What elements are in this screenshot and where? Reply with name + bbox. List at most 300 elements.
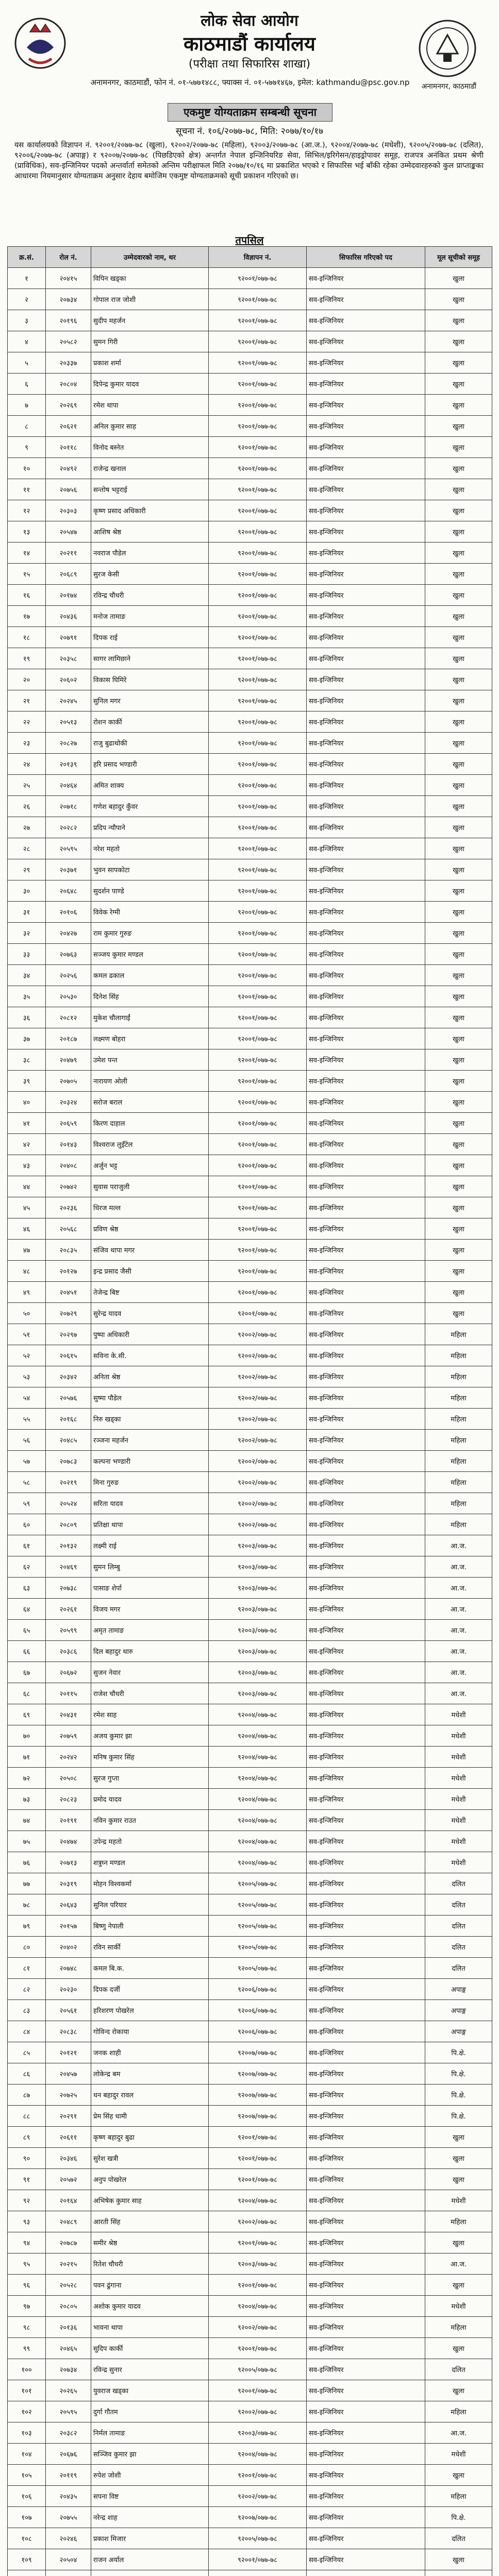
cell-serial: ७९ [8,1916,46,1937]
cell-post: सव-इन्जिनियर [307,1810,425,1831]
psc-seal-icon [417,18,478,79]
cell-post: सव-इन्जिनियर [307,1430,425,1451]
table-row [8,2042,492,2063]
cell-serial: ९५ [8,2253,46,2275]
cell-advertisement-number: ९२००४/०७७-७८ [209,1768,307,1789]
cell-advertisement-number: ९२००१/०७७-७८ [209,310,307,331]
table-row [8,1092,492,1113]
cell-serial: १०० [8,2359,46,2380]
table-row [8,2549,492,2570]
cell-candidate-name: प्रमोद यादव [91,1789,209,1810]
cell-serial: ७५ [8,1831,46,1852]
table-row [8,1197,492,1218]
cell-roll-number: २०७३४ [46,2359,91,2380]
cell-advertisement-number: ९२००२/०७७-७८ [209,1451,307,1472]
cell-roll-number: २०१०६ [46,902,91,923]
cell-candidate-name: सुष्मा पौडेल [91,1387,209,1409]
cell-group: खुला [425,585,492,606]
cell-group: खुला [425,543,492,564]
cell-candidate-name: अनुप पोखरेल [91,2169,209,2190]
cell-advertisement-number: ९२००१/०७७-७८ [209,1134,307,1155]
cell-candidate-name: आरती सिंह [91,2211,209,2232]
cell-group: खुला [425,458,492,479]
cell-post: सव-इन्जिनियर [307,1324,425,1345]
cell-candidate-name: नारायण ओली [91,1071,209,1092]
cell-roll-number: २०२३६ [46,1197,91,1218]
cell-roll-number: २०७१३ [46,1852,91,1873]
cell-post: सव-इन्जिनियर [307,2401,425,2422]
cell-post: सव-इन्जिनियर [307,2127,425,2148]
cell-roll-number: २०६२१ [46,416,91,437]
cell-candidate-name: सुदीप महर्जन [91,310,209,331]
cell-advertisement-number: ९२००३/०७७-७८ [209,1641,307,1662]
cell-serial: ७६ [8,1852,46,1873]
cell-serial: ५ [8,352,46,374]
table-row [8,2401,492,2422]
table-row [8,1303,492,1324]
cell-advertisement-number: ९२००१/०७७-७८ [209,331,307,352]
table-row [8,1451,492,1472]
cell-group: मधेशी [425,1810,492,1831]
cell-advertisement-number: ९२००७/०७७-७८ [209,2042,307,2063]
cell-roll-number: २०४०२ [46,1937,91,1958]
cell-roll-number: २०७९१ [46,627,91,648]
cell-roll-number: २०४६९ [46,1556,91,1578]
table-row [8,352,492,374]
cell-roll-number: २०५२८ [46,2275,91,2296]
cell-roll-number: २०१८७ [46,1028,91,1049]
cell-serial: ७३ [8,1789,46,1810]
col-header-name: उम्मेदवारको नाम, थर [91,247,209,268]
cell-post: सव-इन्जिनियर [307,1852,425,1873]
cell-post: सव-इन्जिनियर [307,2359,425,2380]
cell-advertisement-number: ९२००१/०७७-७८ [209,500,307,521]
cell-serial: २ [8,289,46,310]
cell-roll-number: २०३४६ [46,2148,91,2169]
cell-serial: ४४ [8,1176,46,1197]
cell-roll-number: २०४८५ [46,1430,91,1451]
cell-advertisement-number: ९२००३/०७७-७८ [209,2253,307,2275]
cell-post: सव-इन्जिनियर [307,268,425,289]
cell-serial: ६० [8,1514,46,1535]
table-row [8,2063,492,2084]
cell-serial: १७ [8,606,46,627]
cell-candidate-name: कमल ढकाल [91,965,209,986]
cell-post: सव-इन्जिनियर [307,1007,425,1028]
table-row [8,923,492,944]
cell-post: सव-इन्जिनियर [307,479,425,500]
cell-roll-number: २०७०५ [46,1071,91,1092]
cell-post: सव-इन्जिनियर [307,690,425,711]
cell-group: अपाङ्ग [425,2021,492,2042]
table-row [8,1261,492,1282]
table-row [8,1937,492,1958]
cell-candidate-name: सञ्जिव कुमार झा [91,2444,209,2465]
cell-roll-number: २०३७१ [46,859,91,880]
cell-candidate-name: अनिता श्रेष्ठ [91,1366,209,1387]
cell-advertisement-number: ९२००२/०७७-७८ [209,1409,307,1430]
cell-serial: ४७ [8,1240,46,1261]
cell-serial: ९१ [8,2169,46,2190]
cell-candidate-name: हरि प्रसाद भण्डारी [91,754,209,775]
cell-advertisement-number: ९२००१/०७७-७८ [209,711,307,733]
cell-advertisement-number: ९२००४/०७७-७८ [209,2444,307,2465]
cell-serial: ९९ [8,2338,46,2359]
cell-post: सव-इन्जिनियर [307,1556,425,1578]
cell-serial: १ [8,268,46,289]
cell-group: महिला [425,1493,492,1514]
cell-post: सव-इन्जिनियर [307,1958,425,1979]
cell-advertisement-number: ९२००१/०७७-७८ [209,690,307,711]
cell-roll-number: २०१२१ [46,2042,91,2063]
cell-post: सव-इन्जिनियर [307,564,425,585]
table-row [8,416,492,437]
cell-group: खुला [425,2127,492,2148]
cell-group: खुला [425,796,492,817]
cell-roll-number: २०५०४ [46,2549,91,2570]
cell-serial: ५० [8,1303,46,1324]
cell-serial: १० [8,458,46,479]
cell-serial: ४२ [8,1134,46,1155]
table-row [8,627,492,648]
cell-candidate-name: विवेक रेग्मी [91,902,209,923]
cell-post: सव-इन्जिनियर [307,1261,425,1282]
cell-post: सव-इन्जिनियर [307,1240,425,1261]
table-row [8,1620,492,1641]
cell-group: आ.ज. [425,2253,492,2275]
cell-candidate-name: दिपक दर्जी [91,1979,209,2000]
table-row [8,2486,492,2507]
cell-group: खुला [425,2549,492,2570]
cell-roll-number: २०१३९ [46,754,91,775]
cell-group: पि.क्षे. [425,2507,492,2528]
cell-group: महिला [425,1430,492,1451]
cell-advertisement-number: ९२००१/०७७-७८ [209,796,307,817]
cell-roll-number: २०१३२ [46,1535,91,1556]
cell-candidate-name: प्रकाश शर्मा [91,352,209,374]
table-header-row [8,247,492,268]
cell-roll-number: २०१९१ [46,1810,91,1831]
cell-candidate-name: आशिष श्रेष्ठ [91,521,209,543]
cell-candidate-name: धन बहादुर रावल [91,2084,209,2106]
table-row [8,1218,492,1240]
cell-post: सव-इन्जिनियर [307,2063,425,2084]
table-row [8,1916,492,1937]
cell-candidate-name: सुरज गुप्ता [91,1768,209,1789]
cell-roll-number: २०२४६ [46,2528,91,2549]
table-row [8,1852,492,1873]
cell-roll-number: २०८१२ [46,1007,91,1028]
cell-group: आ.ज. [425,1556,492,1578]
cell-group: खुला [425,817,492,838]
cell-advertisement-number: ९२००३/०७७-७८ [209,1556,307,1578]
cell-roll-number: २०२६१ [46,1599,91,1620]
cell-serial: ६३ [8,1578,46,1599]
cell-serial: ४९ [8,1282,46,1303]
table-row [8,458,492,479]
cell-group: खुला [425,1134,492,1155]
cell-roll-number: २०८०५ [46,2296,91,2317]
cell-advertisement-number: ९२००१/०७७-७८ [209,944,307,965]
cell-post: सव-इन्जिनियर [307,1387,425,1409]
cell-roll-number: २०७४८ [46,1958,91,1979]
table-row [8,1324,492,1345]
cell-roll-number: २०३४२ [46,1366,91,1387]
cell-group: खुला [425,1261,492,1282]
cell-group: मधेशी [425,2444,492,2465]
cell-roll-number: २०५६१ [46,2000,91,2021]
cell-post: सव-इन्जिनियर [307,2000,425,2021]
cell-advertisement-number [209,2570,307,2576]
cell-serial: ९ [8,437,46,458]
cell-candidate-name: रविन्द्र सुनार [91,2359,209,2380]
cell-advertisement-number: ९२००१/०७७-७८ [209,2380,307,2401]
cell-serial: ७ [8,395,46,416]
col-header-group: मूल सूचीको समूह [425,247,492,268]
cell-serial: ६८ [8,1683,46,1704]
cell-serial: ८९ [8,2127,46,2148]
cell-serial: ६४ [8,1599,46,1620]
cell-serial: ७८ [8,1894,46,1916]
cell-roll-number: २०६४८ [46,880,91,902]
cell-roll-number: २०६५९ [46,1113,91,1134]
cell-group: खुला [425,923,492,944]
cell-serial: ११ [8,479,46,500]
cell-group: आ.ज. [425,1578,492,1599]
cell-advertisement-number: ९२००१/०७७-७८ [209,1303,307,1324]
cell-candidate-name: रुपेश जोशी [91,2465,209,2486]
cell-group: खुला [425,500,492,521]
cell-serial: १९ [8,648,46,669]
cell-group: दलित [425,1873,492,1894]
cell-post [307,2570,425,2576]
cell-advertisement-number: ९२००५/०७७-७८ [209,1937,307,1958]
cell-advertisement-number: ९२००५/०७७-७८ [209,1916,307,1937]
cell-advertisement-number: ९२००२/०७७-७८ [209,1472,307,1493]
cell-serial: ६९ [8,1704,46,1725]
cell-advertisement-number: ९२००१/०७७-७८ [209,1071,307,1092]
cell-post: सव-इन्जिनियर [307,1704,425,1725]
cell-advertisement-number: ९२००२/०७७-७८ [209,1324,307,1345]
cell-group: मधेशी [425,1831,492,1852]
cell-group: मधेशी [425,2190,492,2211]
cell-post: सव-इन्जिनियर [307,1176,425,1197]
cell-group: दलित [425,2528,492,2549]
cell-roll-number: २०२४२ [46,1747,91,1768]
cell-advertisement-number: ९२००२/०७७-७८ [209,1366,307,1387]
cell-post: सव-इन्जिनियर [307,1916,425,1937]
cell-serial: ४ [8,331,46,352]
cell-roll-number: २०८०४ [46,374,91,395]
cell-advertisement-number: ९२००१/०७७-७८ [209,1218,307,1240]
cell-candidate-name: अमृत तामाङ [91,1620,209,1641]
cell-group: खुला [425,289,492,310]
cell-group: खुला [425,1155,492,1176]
table-row [8,2444,492,2465]
cell-roll-number: २०१२७ [46,1261,91,1282]
cell-advertisement-number: ९२००७/०७७-७८ [209,2084,307,2106]
cell-group: मधेशी [425,1725,492,1747]
cell-group: महिला [425,1451,492,1472]
cell-candidate-name: लक्ष्मी राई [91,1535,209,1556]
cell-advertisement-number: ९२००१/०७७-७८ [209,543,307,564]
cell-serial: १४ [8,543,46,564]
cell-serial: ५८ [8,1472,46,1493]
cell-roll-number: २०४३१ [46,1704,91,1725]
cell-roll-number: २०५६८ [46,1218,91,1240]
cell-post: सव-इन्जिनियर [307,1218,425,1240]
cell-candidate-name: प्रकाश मिजार [91,2528,209,2549]
cell-advertisement-number: ९२००१/०७७-७८ [209,775,307,796]
table-row [8,754,492,775]
table-row [8,669,492,690]
cell-advertisement-number: ९२००४/०७७-७८ [209,2296,307,2317]
cell-advertisement-number: ९२००१/०७७-७८ [209,289,307,310]
cell-group: खुला [425,2232,492,2253]
table-row [8,1894,492,1916]
cell-group: महिला [425,1387,492,1409]
cell-candidate-name: दिपेन्द्र कुमार यादव [91,374,209,395]
cell-roll-number: २०३३७ [46,352,91,374]
cell-group: पि.क्षे. [425,2106,492,2127]
cell-advertisement-number: ९२००४/०७७-७८ [209,1747,307,1768]
table-row [8,1134,492,1155]
cell-advertisement-number: ९२००१/०७७-७८ [209,1007,307,1028]
cell-post: सव-इन्जिनियर [307,1345,425,1366]
cell-candidate-name: सुमन गिरी [91,331,209,352]
cell-candidate-name: गोपाल राज जोशी [91,289,209,310]
cell-roll-number: २०१६८ [46,1409,91,1430]
cell-group: मधेशी [425,2296,492,2317]
table-row [8,1979,492,2000]
cell-advertisement-number: ९२००१/०७७-७८ [209,458,307,479]
cell-group: खुला [425,2169,492,2190]
cell-candidate-name: सुनिल परियार [91,1894,209,1916]
table-row [8,1176,492,1197]
cell-group: आ.ज. [425,1641,492,1662]
cell-serial: ७७ [8,1873,46,1894]
cell-group: आ.ज. [425,1620,492,1641]
cell-serial: ८१ [8,1958,46,1979]
cell-serial: २४ [8,754,46,775]
cell-candidate-name: गोविन्द रोकाया [91,2021,209,2042]
cell-post: सव-इन्जिनियर [307,1028,425,1049]
cell-post: सव-इन्जिनियर [307,543,425,564]
table-row [8,374,492,395]
cell-group: महिला [425,2401,492,2422]
cell-candidate-name: जनक शाही [91,2042,209,2063]
col-header-post: सिफारिस गरिएको पद [307,247,425,268]
cell-group: खुला [425,1197,492,1218]
cell-group: खुला [425,310,492,331]
cell-post: सव-इन्जिनियर [307,2169,425,2190]
cell-advertisement-number: ९२००१/०७७-७८ [209,1176,307,1197]
cell-group: खुला [425,838,492,859]
cell-serial: ३५ [8,986,46,1007]
cell-candidate-name: युवराज खड्का [91,2380,209,2401]
table-row [8,2000,492,2021]
cell-candidate-name: अनिल कुमार साह [91,416,209,437]
cell-group: खुला [425,416,492,437]
cell-post: सव-इन्जिनियर [307,500,425,521]
cell-group: महिला [425,2317,492,2338]
cell-roll-number: २०६०२ [46,669,91,690]
cell-roll-number: २०७१८ [46,796,91,817]
cell-post: सव-इन्जिनियर [307,395,425,416]
cell-roll-number: २०८२३ [46,1789,91,1810]
cell-serial: १८ [8,627,46,648]
cell-post: सव-इन्जिनियर [307,2084,425,2106]
cell-post: सव-इन्जिनियर [307,1683,425,1704]
cell-roll-number: २०७३८ [46,1578,91,1599]
cell-roll-number: २०३५८ [46,648,91,669]
cell-roll-number: २०५९९ [46,1620,91,1641]
cell-group: खुला [425,2338,492,2359]
cell-candidate-name: कमल बि.क. [91,1958,209,1979]
cell-roll-number: २०४८९ [46,2211,91,2232]
cell-candidate-name: रमेश थापा [91,395,209,416]
cell-group: खुला [425,564,492,585]
cell-candidate-name: हरिशरण पोखरेल [91,2000,209,2021]
cell-candidate-name: अशोक कुमार यादव [91,2296,209,2317]
cell-post: सव-इन्जिनियर [307,1789,425,1810]
cell-serial [8,2570,46,2576]
cell-advertisement-number: ९२००१/०७७-७८ [209,268,307,289]
table-row [8,965,492,986]
cell-roll-number: २०५२४ [46,1493,91,1514]
cell-roll-number: २०५३० [46,986,91,1007]
cell-serial: ८४ [8,2021,46,2042]
cell-post: सव-इन्जिनियर [307,1493,425,1514]
cell-candidate-name: समीर श्रेष्ठ [91,2232,209,2253]
cell-advertisement-number: ९२००१/०७७-७८ [209,733,307,754]
table-row [8,2528,492,2549]
cell-candidate-name: रविन सार्की [91,1937,209,1958]
cell-advertisement-number: ९२००१/०७७-७८ [209,395,307,416]
cell-candidate-name: प्रविण श्रेष्ठ [91,1218,209,1240]
cell-group: खुला [425,627,492,648]
cell-post: सव-इन्जिनियर [307,1578,425,1599]
cell-advertisement-number: ९२००६/०७७-७८ [209,1979,307,2000]
cell-post: सव-इन्जिनियर [307,585,425,606]
cell-serial: १६ [8,585,46,606]
cell-advertisement-number: ९२००३/०७७-७८ [209,1599,307,1620]
cell-roll-number: २०७६३ [46,944,91,965]
cell-post: सव-इन्जिनियर [307,1979,425,2000]
cell-post: सव-इन्जिनियर [307,2148,425,2169]
table-row [8,310,492,331]
cell-candidate-name: मुकेश चौलागाईं [91,1007,209,1028]
cell-advertisement-number: ९२००१/०७७-७८ [209,880,307,902]
cell-roll-number: २०३१९ [46,1873,91,1894]
cell-group: खुला [425,1028,492,1049]
cell-serial: ३९ [8,1071,46,1092]
cell-candidate-name: प्रतिक्षा थापा [91,1514,209,1535]
table-row [8,331,492,352]
cell-advertisement-number: ९२००२/०७७-७८ [209,2211,307,2232]
cell-group: खुला [425,352,492,374]
cell-advertisement-number: ९२००२/०७७-७८ [209,2486,307,2507]
cell-group: खुला [425,437,492,458]
table-row [8,2296,492,2317]
cell-advertisement-number: ९२००१/०७७-७८ [209,627,307,648]
cell-advertisement-number: ९२००१/०७७-७८ [209,2338,307,2359]
cell-candidate-name: निरु खड्का [91,1409,209,1430]
cell-group: आ.ज. [425,1662,492,1683]
cell-roll-number: २०३८६ [46,1641,91,1662]
table-row [8,796,492,817]
cell-post: सव-इन्जिनियर [307,1831,425,1852]
